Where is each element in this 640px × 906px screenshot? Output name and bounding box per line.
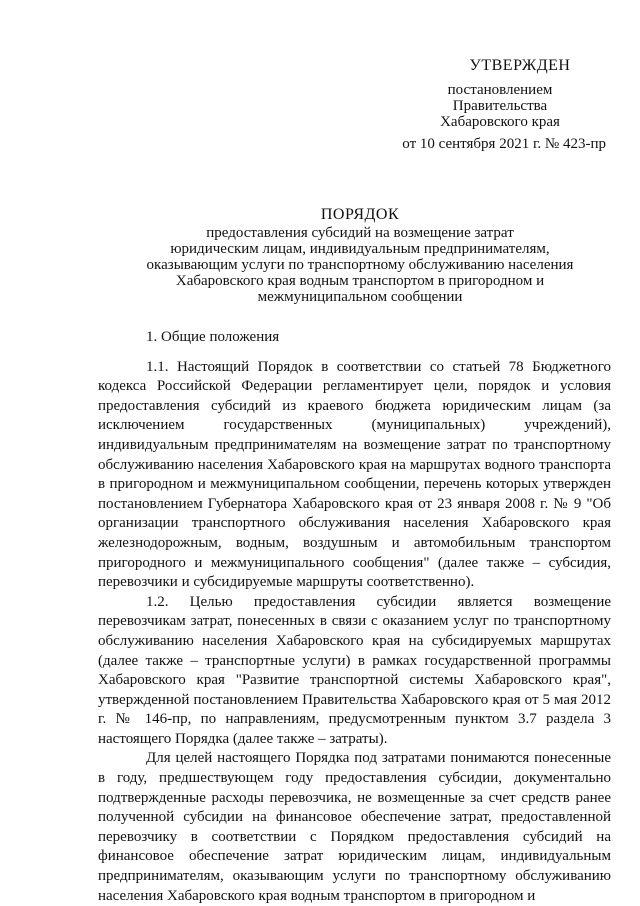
paragraph-1-1: 1.1. Настоящий Порядок в соответствии со статьей 78 Бюджетного кодекса Российской Федерации регламентирует цели, порядок и условия предоставления субсидий из краевого бюджета юридическим лицам (за исключением государственных (муниципальных) учреждений), индивидуальным предпринимателям на возмещение затрат по транспортному обслуживанию населения Хабаровского края на маршрутах водного транспорта в пригородном и межмуниципальном сообщении, перечень которых утвержден постановлением Губернатора Хабаровского края от 23 января 2008 г. № 9 "Об организации транспортного обслуживания населения Хабаровского края железнодорожным, водным, воздушным и автомобильным транспортом пригородного и межмуниципального сообщения" (далее также – субсидия, перевозчики и субсидируемые маршруты соответственно). [98, 358, 611, 591]
approval-date: от 10 сентября 2021 г. № 423-пр [402, 136, 606, 152]
approval-line: Хабаровского края [440, 114, 560, 130]
subtitle-line: Хабаровского края водным транспортом в пригородном и [175, 273, 545, 289]
paragraph-costs-definition: Для целей настоящего Порядка под затратами понимаются понесенные в году, предшествующем году предоставления субсидии, документально подтвержденные расходы перевозчика, не возмещенные за счет средств ранее полученной субсидии на финансовое обеспечение затрат, предоставленной перевозчику в соответствии с Порядком предоставления субсидий на финансовое обеспечение затрат юридическим лицам, индивидуальным предпринимателям, оказывающим услуги по транспортному обслуживанию населения Хабаровского края водным транспортом в пригородном и [98, 750, 611, 904]
paragraph-1-2: 1.2. Целью предоставления субсидии является возмещение перевозчикам затрат, понесенных в связи с оказанием услуг по транспортному обслуживанию населения Хабаровского края на субсидируемых маршрутах (далее также – транспортные услуги) в рамках государственной программы Хабаровского края "Развитие транспортной системы Хабаровского края", утвержденной постановлением Правительства Хабаровского края от 5 мая 2012 г. № 146-пр, по направлениям, предусмотренным пунктом 3.7 раздела 3 настоящего Порядка (далее также – затраты). [98, 593, 611, 747]
subtitle-line: межмуниципальном сообщении [257, 289, 463, 305]
document-subtitle [100, 225, 620, 305]
subtitle-line: оказывающим услуги по транспортному обслуживанию населения [146, 257, 574, 273]
document-title: ПОРЯДОК [320, 206, 400, 223]
approval-line: Правительства [452, 98, 548, 114]
approval-block [380, 58, 620, 152]
document-body [98, 328, 611, 906]
subtitle-line: предоставления субсидий на возмещение затрат [206, 225, 514, 241]
subtitle-line: юридическим лицам, индивидуальным предпринимателям, [170, 241, 550, 257]
section-title: 1. Общие положения [146, 329, 280, 345]
approval-line: постановлением [447, 82, 553, 98]
approval-heading: УТВЕРЖДЕН [469, 57, 571, 74]
